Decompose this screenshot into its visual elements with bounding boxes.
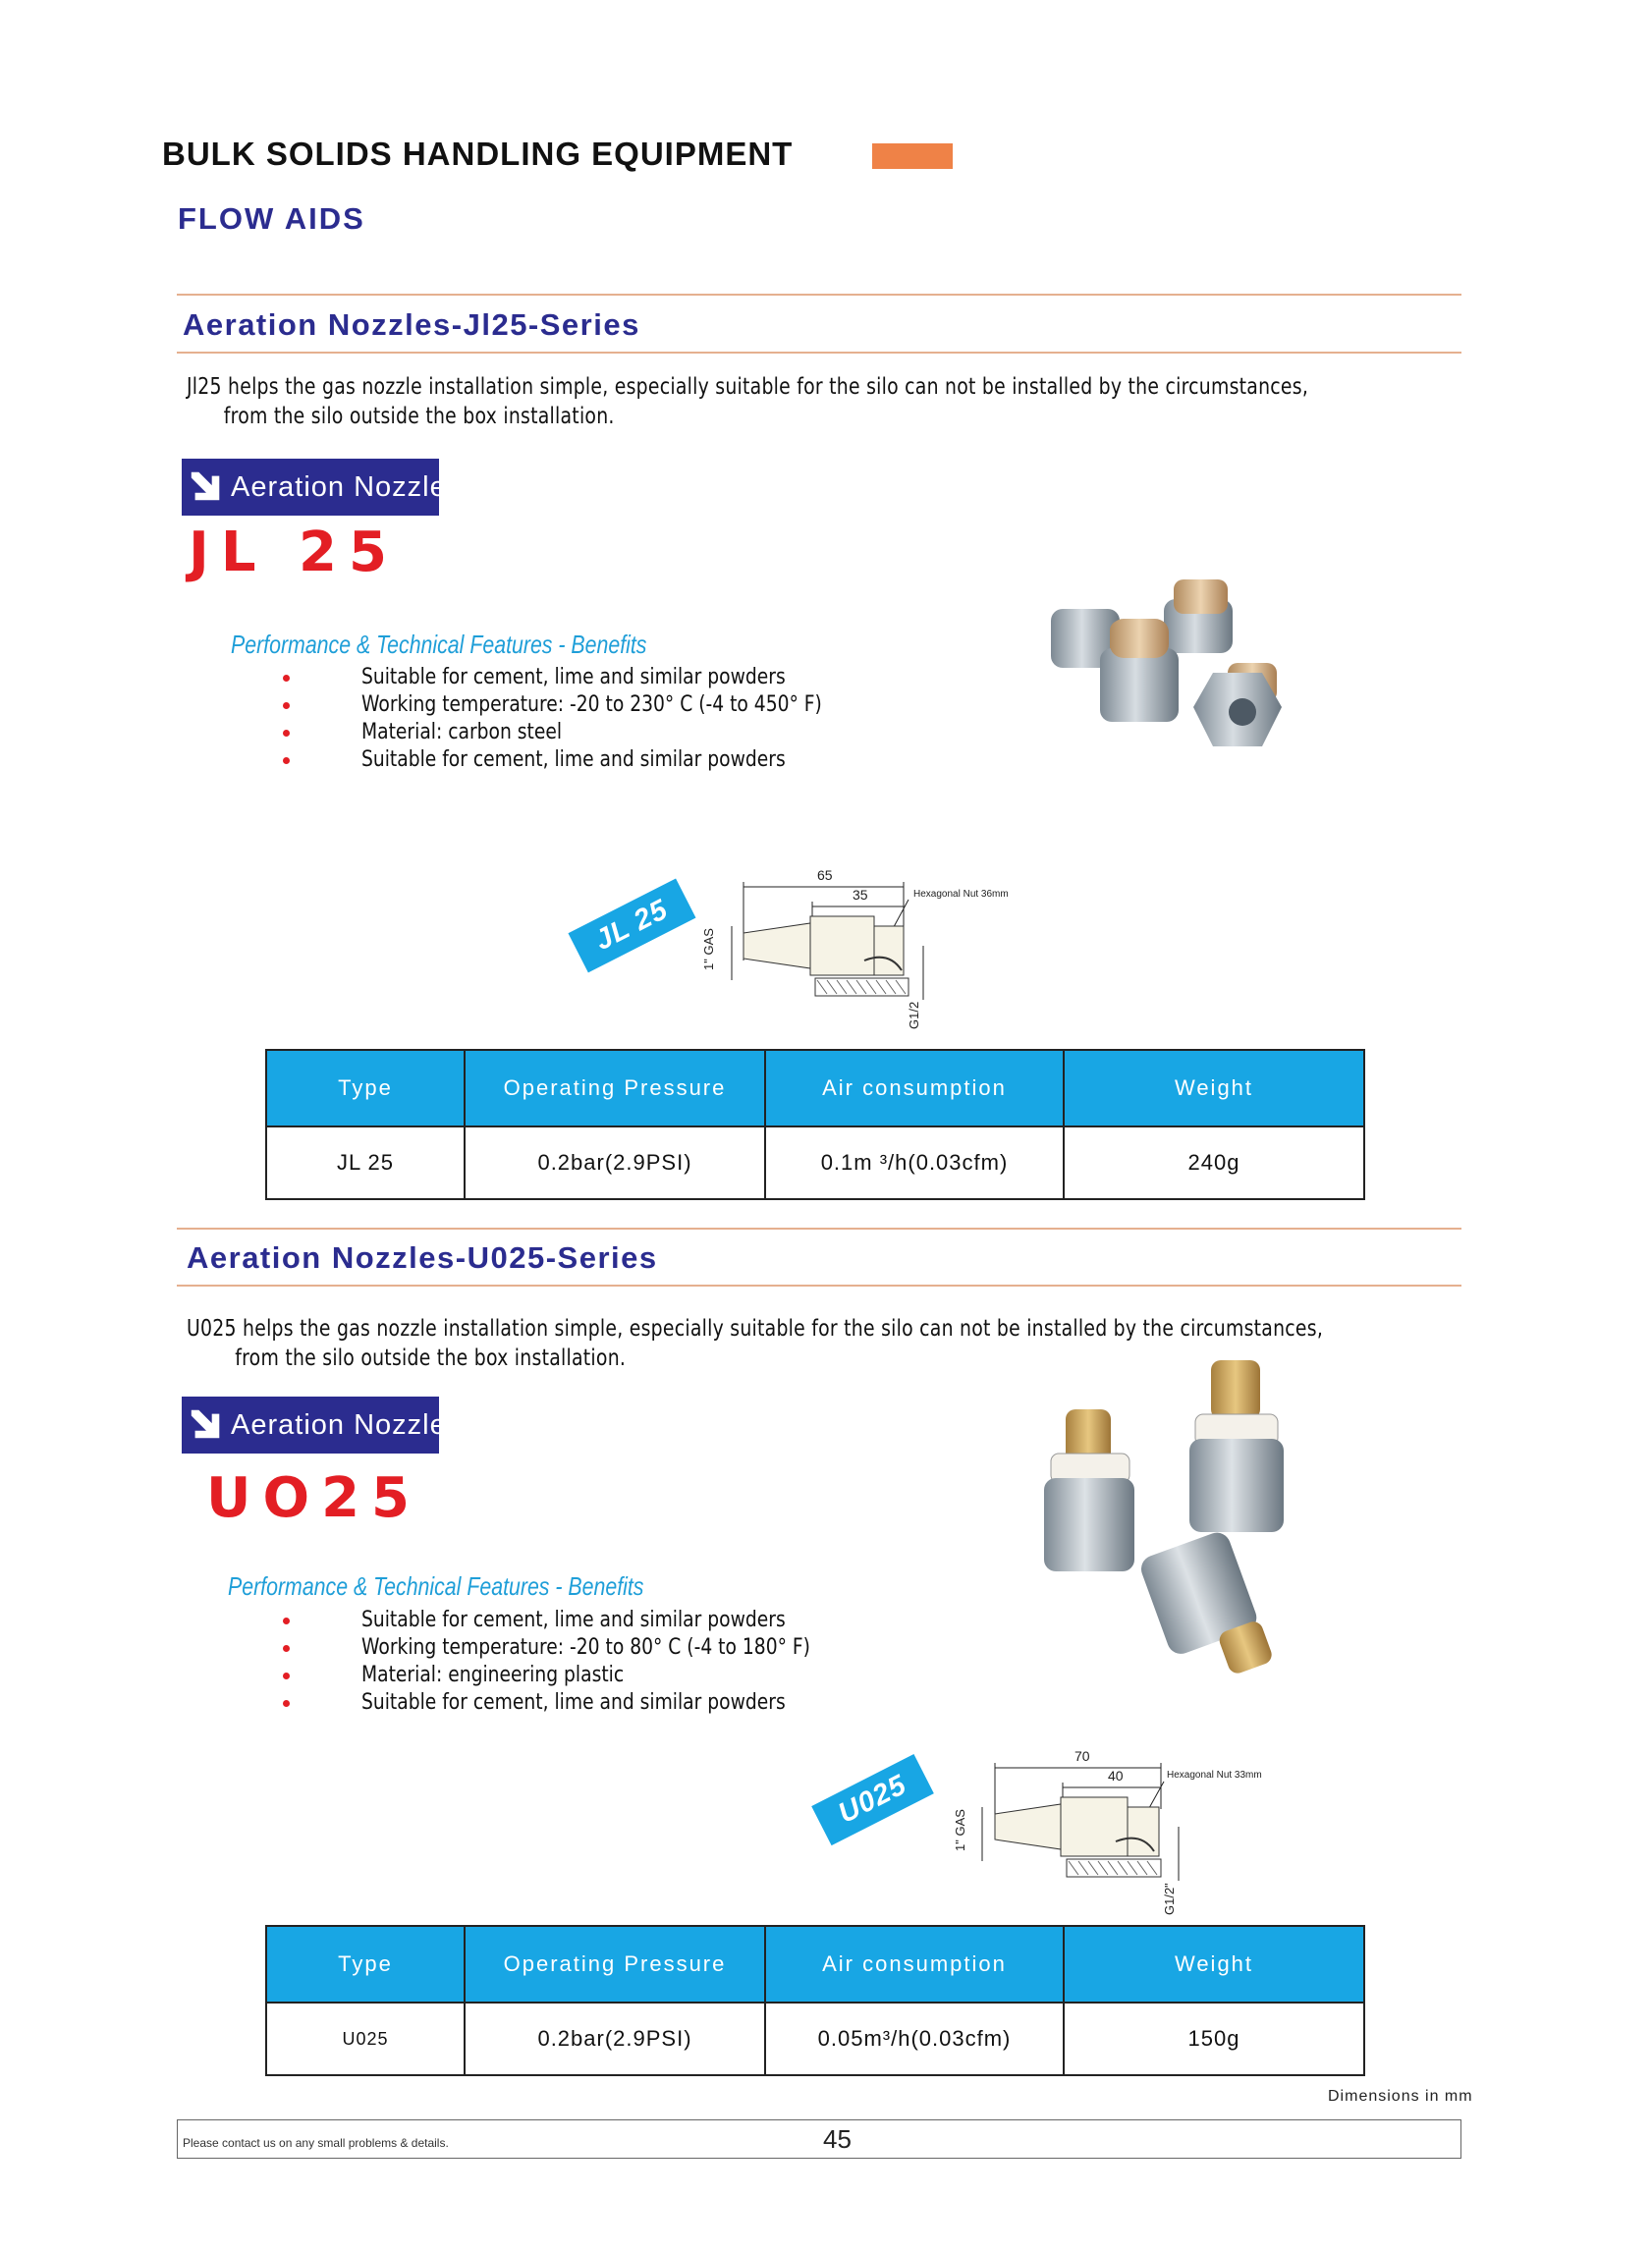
performance-title: Performance & Technical Features - Benefits (228, 1571, 644, 1601)
feature-item: Working temperature: -20 to 230° C (-4 to 450° F) (283, 691, 970, 719)
section-description (187, 372, 1308, 431)
feature-item: Material: carbon steel (283, 719, 970, 746)
table-row (266, 2003, 1364, 2075)
column-header: Operating Pressure (465, 1926, 765, 2003)
dimension-35: 35 (853, 887, 868, 903)
column-header: Type (266, 1926, 465, 2003)
bullet-dot (283, 1645, 290, 1652)
description-line: from the silo outside the box installation. (235, 1345, 627, 1371)
thread-label: G1/2" (1162, 1883, 1177, 1915)
feature-item: Working temperature: -20 to 80° C (-4 to 180° F) (283, 1634, 970, 1662)
jl25-spec-table (265, 1049, 1365, 1200)
description-line: U025 helps the gas nozzle installation simple, especially suitable for the silo can not be installed by the circumstances, (187, 1316, 1324, 1342)
table-cell: 0.2bar(2.9PSI) (465, 2003, 765, 2075)
hexagonal-nut-label: Hexagonal Nut 36mm (913, 889, 1009, 900)
page-number: 45 (823, 2124, 852, 2154)
table-header-row (266, 1926, 1364, 2003)
description-line: Jl25 helps the gas nozzle installation simple, especially suitable for the silo can not be installed by the circumstances, (187, 374, 1309, 400)
feature-list (283, 664, 970, 774)
dimension-70: 70 (1074, 1748, 1090, 1764)
bullet-dot (283, 1618, 290, 1624)
section-divider (177, 1285, 1461, 1287)
column-header: Weight (1064, 1050, 1364, 1126)
model-name: JL 25 (189, 521, 399, 584)
section-divider (177, 294, 1461, 296)
aeration-nozzles-badge (182, 459, 463, 516)
u025-dimension-drawing (815, 1730, 1277, 1917)
dimension-40: 40 (1108, 1768, 1124, 1784)
table-cell: 0.05m³/h(0.03cfm) (765, 2003, 1064, 2075)
bullet-dot (283, 1700, 290, 1707)
page-header-title: BULK SOLIDS HANDLING EQUIPMENT (162, 136, 794, 172)
column-header: Air consumption (765, 1050, 1064, 1126)
hexagonal-nut-label: Hexagonal Nut 33mm (1167, 1770, 1262, 1781)
dimensions-note: Dimensions in mm (1328, 2088, 1473, 2105)
bullet-dot (283, 757, 290, 764)
feature-item: Suitable for cement, lime and similar powders (283, 746, 970, 774)
bullet-dot (283, 675, 290, 682)
section-divider (177, 352, 1461, 354)
feature-item: Suitable for cement, lime and similar powders (283, 664, 970, 691)
column-header: Operating Pressure (465, 1050, 765, 1126)
gas-label: 1" GAS (701, 928, 716, 970)
bullet-dot (283, 730, 290, 737)
table-cell: 0.1m ³/h(0.03cfm) (765, 1126, 1064, 1199)
description-line: from the silo outside the box installation. (223, 404, 615, 429)
table-cell: JL 25 (266, 1126, 465, 1199)
feature-item: Suitable for cement, lime and similar powders (283, 1689, 970, 1717)
jl25-drawing-tag: JL 25 (568, 879, 695, 973)
table-cell: U025 (266, 2003, 465, 2075)
table-header-row (266, 1050, 1364, 1126)
gas-label: 1" GAS (953, 1809, 967, 1851)
column-header: Air consumption (765, 1926, 1064, 2003)
u025-spec-table (265, 1925, 1365, 2076)
bullet-dot (283, 1673, 290, 1679)
table-cell: 240g (1064, 1126, 1364, 1199)
section-title-u025: Aeration Nozzles-U025-Series (187, 1240, 658, 1275)
header-accent-bar (872, 143, 953, 169)
feature-item: Material: engineering plastic (283, 1662, 970, 1689)
performance-title: Performance & Technical Features - Benefits (231, 630, 647, 659)
bullet-dot (283, 702, 290, 709)
page-subheader: FLOW AIDS (178, 201, 365, 236)
feature-item: Suitable for cement, lime and similar powders (283, 1607, 970, 1634)
table-cell: 150g (1064, 2003, 1364, 2075)
section-divider (177, 1228, 1461, 1230)
u025-product-photo (1026, 1360, 1331, 1684)
feature-list (283, 1607, 970, 1717)
column-header: Weight (1064, 1926, 1364, 2003)
arrow-down-right-icon (188, 468, 225, 506)
arrow-down-right-icon (188, 1406, 225, 1444)
badge-label: Aeration Nozzles (231, 1408, 463, 1441)
column-header: Type (266, 1050, 465, 1126)
table-row (266, 1126, 1364, 1199)
thread-label: G1/2 (907, 1001, 921, 1029)
section-title-jl25: Aeration Nozzles-Jl25-Series (183, 307, 640, 342)
dimension-65: 65 (817, 867, 833, 883)
u025-drawing-tag: U025 (811, 1754, 934, 1845)
footer-note: Please contact us on any small problems & details. (183, 2136, 449, 2150)
model-name: UO25 (206, 1466, 422, 1530)
badge-label: Aeration Nozzles (231, 470, 463, 503)
jl25-product-photo (1031, 579, 1346, 776)
aeration-nozzles-badge (182, 1397, 463, 1454)
table-cell: 0.2bar(2.9PSI) (465, 1126, 765, 1199)
